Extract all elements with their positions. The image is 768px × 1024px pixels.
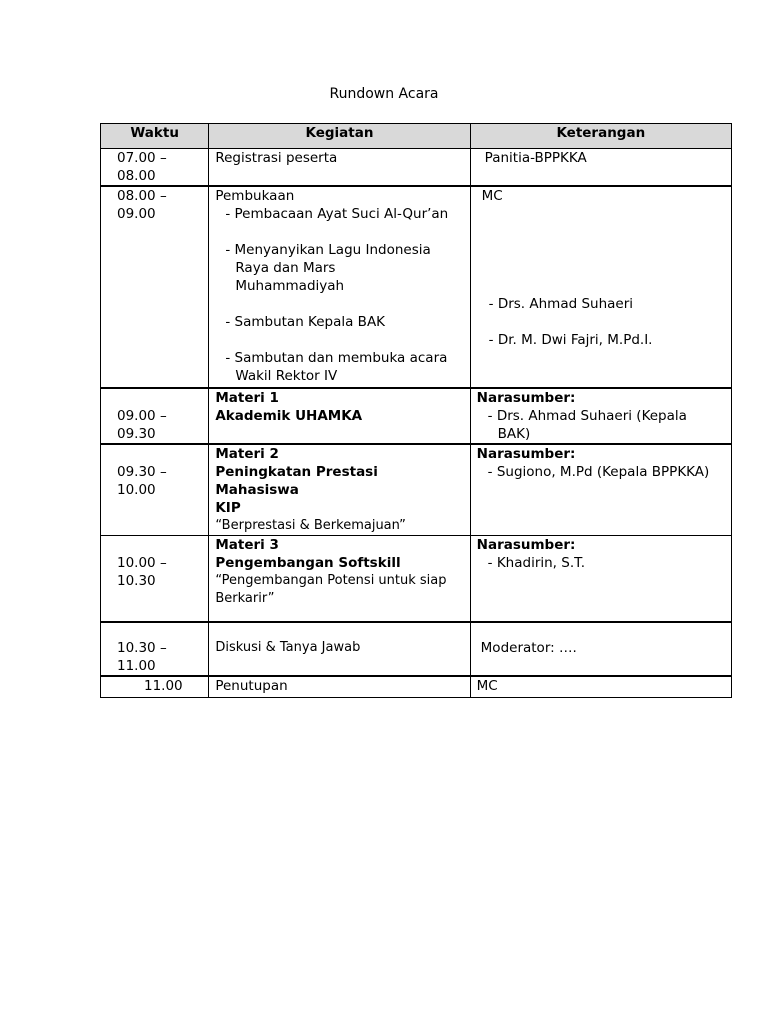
- kegiatan-cell: [209, 536, 470, 622]
- waktu-cell: 07.00 – 08.00: [101, 149, 209, 187]
- narasumber-label: Narasumber:: [476, 537, 576, 553]
- materi-tagline-cont: Berkarir”: [215, 591, 275, 606]
- list-item: Raya dan Mars: [235, 260, 336, 276]
- materi-label: Materi 3: [215, 537, 279, 553]
- waktu-cell: [101, 622, 209, 676]
- waktu-start: 09.30 –: [117, 464, 167, 480]
- table-row: [101, 536, 732, 622]
- list-item: Muhammadiyah: [235, 278, 345, 294]
- list-item: Wakil Rektor IV: [235, 368, 338, 384]
- table-header-row: [101, 124, 732, 149]
- keterangan-cell: [470, 388, 731, 444]
- waktu-cell: [101, 444, 209, 536]
- list-item: - Dr. M. Dwi Fajri, M.Pd.I.: [488, 332, 653, 348]
- keterangan-mc: MC: [481, 188, 503, 204]
- kegiatan-text: Diskusi & Tanya Jawab: [215, 639, 361, 655]
- waktu-end: 11.00: [117, 657, 156, 674]
- kegiatan-cell: [209, 444, 470, 536]
- waktu-end: 10.30: [117, 573, 156, 589]
- waktu-end: 09.30: [117, 426, 156, 442]
- waktu-start: 10.30 –: [117, 639, 167, 656]
- header-kegiatan: Kegiatan: [209, 124, 470, 149]
- keterangan-cell: [470, 186, 731, 388]
- list-item: - Menyanyikan Lagu Indonesia: [225, 242, 431, 258]
- waktu-cell: 11.00: [101, 676, 209, 698]
- keterangan-cell: [470, 444, 731, 536]
- kegiatan-cell: [209, 388, 470, 444]
- narasumber-name: - Khadirin, S.T.: [487, 555, 586, 571]
- waktu-start: 10.00 –: [117, 555, 167, 571]
- document-title: Rundown Acara: [329, 86, 439, 102]
- materi-tagline: “Pengembangan Potensi untuk siap: [215, 573, 447, 588]
- table-row: [101, 444, 732, 536]
- kegiatan-cell: [209, 622, 470, 676]
- kegiatan-cell: Registrasi peserta: [209, 149, 470, 187]
- kegiatan-title: Pembukaan: [215, 188, 295, 204]
- table-row: [101, 186, 732, 388]
- materi-topic: Peningkatan Prestasi Mahasiswa: [215, 464, 378, 498]
- list-item: - Pembacaan Ayat Suci Al-Qur’an: [225, 206, 449, 222]
- narasumber-label: Narasumber:: [476, 446, 576, 462]
- waktu-start: 09.00 –: [117, 408, 167, 424]
- waktu-cell: [101, 388, 209, 444]
- materi-topic: Akademik UHAMKA: [215, 408, 363, 424]
- table-row: [101, 388, 732, 444]
- materi-label: Materi 1: [215, 390, 279, 406]
- keterangan-cell: [470, 536, 731, 622]
- table-row: [101, 676, 732, 698]
- keterangan-cell: Panitia-BPPKKA: [470, 149, 731, 187]
- header-waktu: Waktu: [101, 124, 209, 149]
- list-item: - Sambutan dan membuka acara: [225, 350, 448, 366]
- materi-tagline: “Berprestasi & Berkemajuan”: [215, 518, 406, 533]
- table-row: [101, 149, 732, 187]
- table-row: [101, 622, 732, 676]
- kegiatan-cell: [209, 186, 470, 388]
- list-item: - Drs. Ahmad Suhaeri: [488, 296, 634, 312]
- narasumber-name: - Sugiono, M.Pd (Kepala BPPKKA): [487, 464, 710, 480]
- waktu-cell: [101, 536, 209, 622]
- moderator-text: Moderator: ….: [480, 639, 577, 656]
- narasumber-name: - Drs. Ahmad Suhaeri (Kepala: [487, 408, 687, 424]
- kegiatan-cell: Penutupan: [209, 676, 470, 698]
- materi-topic: Pengembangan Softskill: [215, 555, 401, 571]
- header-keterangan: Keterangan: [470, 124, 731, 149]
- keterangan-cell: [470, 622, 731, 676]
- rundown-table: [100, 123, 732, 698]
- materi-label: Materi 2: [215, 446, 279, 462]
- materi-topic-cont: KIP: [215, 500, 241, 516]
- list-item: - Sambutan Kepala BAK: [225, 314, 386, 330]
- narasumber-label: Narasumber:: [476, 390, 576, 406]
- keterangan-cell: MC: [470, 676, 731, 698]
- waktu-end: 10.00: [117, 482, 156, 498]
- waktu-cell: 08.00 – 09.00: [101, 186, 209, 388]
- narasumber-name-cont: BAK): [497, 426, 531, 442]
